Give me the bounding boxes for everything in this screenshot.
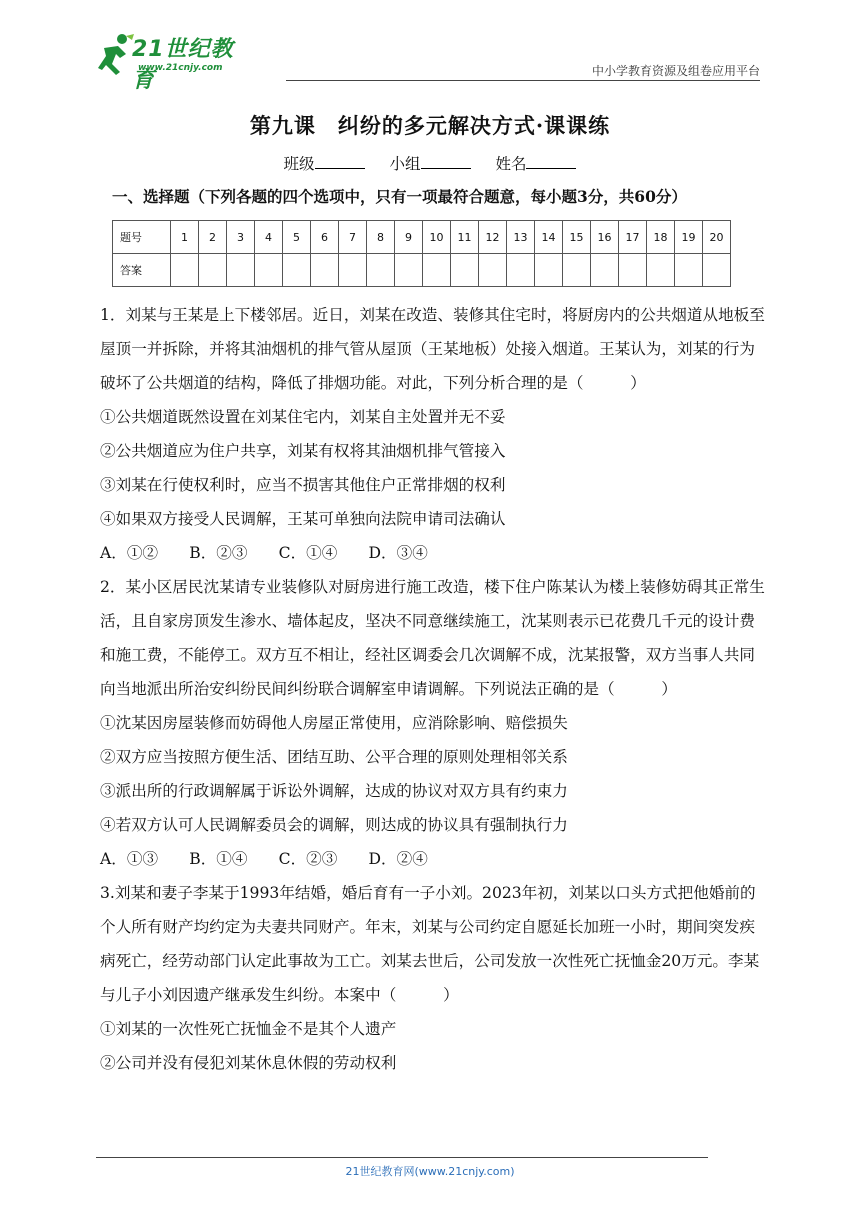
- logo: [96, 30, 256, 93]
- answer-cell[interactable]: [227, 254, 255, 287]
- answer-cell[interactable]: [619, 254, 647, 287]
- answer-row-label: 答案: [113, 254, 171, 287]
- question-number-cell: 9: [395, 221, 423, 254]
- question-number-cell: 19: [675, 221, 703, 254]
- answer-cell[interactable]: [535, 254, 563, 287]
- question-number-cell: 6: [311, 221, 339, 254]
- answer-table-answer-row: [113, 254, 731, 287]
- question-number-cell: 16: [591, 221, 619, 254]
- question-number-cell: 5: [283, 221, 311, 254]
- answer-cell[interactable]: [339, 254, 367, 287]
- answer-cell[interactable]: [283, 254, 311, 287]
- footer-text: 21世纪教育网(www.21cnjy.com): [345, 1165, 515, 1178]
- group-label: 小组: [389, 155, 421, 173]
- class-label: 班级: [283, 155, 315, 173]
- question-statement: ③派出所的行政调解属于诉讼外调解，达成的协议对双方具有约束力: [100, 782, 568, 800]
- question-stem: 3.刘某和妻子李某于1993年结婚，婚后育有一子小刘。2023年初，刘某以口头方式把他婚前的个人所有财产均约定为夫妻共同财产。年末，刘某与公司约定自愿延长加班一小时，期间突发疾病死亡，经劳动部门认定此事故为工亡。刘某去世后，公司发放一次性死亡抚恤金20万元。李某与儿子小刘因遗产继承发生纠纷。本案中（ ）: [100, 884, 760, 1004]
- name-blank[interactable]: [526, 154, 576, 169]
- answer-cell[interactable]: [255, 254, 283, 287]
- number-row-label: 题号: [113, 221, 171, 254]
- answer-cell[interactable]: [395, 254, 423, 287]
- name-bar: [0, 152, 860, 174]
- footer-divider: [96, 1157, 708, 1158]
- page-title: 第九课 纠纷的多元解决方式·课课练: [249, 113, 611, 138]
- question-number-cell: 4: [255, 221, 283, 254]
- question-number-cell: 17: [619, 221, 647, 254]
- answer-table: [112, 220, 731, 287]
- question-number-cell: 10: [423, 221, 451, 254]
- answer-cell[interactable]: [563, 254, 591, 287]
- section-heading: 一、选择题（下列各题的四个选项中，只有一项最符合题意，每小题3分，共60分）: [112, 187, 687, 206]
- question-statement: ②公共烟道应为住户共享，刘某有权将其油烟机排气管接入: [100, 442, 506, 460]
- answer-cell[interactable]: [367, 254, 395, 287]
- question-number-cell: 8: [367, 221, 395, 254]
- question-number-cell: 1: [171, 221, 199, 254]
- question-stem: 1．刘某与王某是上下楼邻居。近日，刘某在改造、装修其住宅时，将厨房内的公共烟道从地板至屋顶一并拆除，并将其油烟机的排气管从屋顶（王某地板）处接入烟道。王某认为，刘某的行为破坏了公共烟道的结构，降低了排烟功能。对此，下列分析合理的是（ ）: [100, 306, 765, 392]
- question-number-cell: 14: [535, 221, 563, 254]
- name-label: 姓名: [495, 155, 527, 173]
- answer-cell[interactable]: [311, 254, 339, 287]
- question-statement: ②双方应当按照方便生活、团结互助、公平合理的原则处理相邻关系: [100, 748, 568, 766]
- question-list: [100, 298, 767, 1080]
- question-number-cell: 11: [451, 221, 479, 254]
- answer-cell[interactable]: [423, 254, 451, 287]
- question-number-cell: 12: [479, 221, 507, 254]
- logo-text: 21世纪教育: [132, 37, 234, 93]
- question-statement: ④如果双方接受人民调解，王某可单独向法院申请司法确认: [100, 510, 506, 528]
- answer-cell[interactable]: [171, 254, 199, 287]
- runner-logo-icon: [96, 30, 136, 76]
- question-number-cell: 15: [563, 221, 591, 254]
- answer-options: A．①② B．②③ C．①④ D．③④: [100, 544, 428, 562]
- answer-cell[interactable]: [591, 254, 619, 287]
- answer-cell[interactable]: [675, 254, 703, 287]
- question-statement: ①刘某的一次性死亡抚恤金不是其个人遗产: [100, 1020, 397, 1038]
- answer-options: A．①③ B．①④ C．②③ D．②④: [100, 850, 428, 868]
- answer-cell[interactable]: [451, 254, 479, 287]
- question-statement: ④若双方认可人民调解委员会的调解，则达成的协议具有强制执行力: [100, 816, 568, 834]
- question-stem: 2．某小区居民沈某请专业装修队对厨房进行施工改造，楼下住户陈某认为楼上装修妨碍其正常生活，且自家房顶发生渗水、墙体起皮，坚决不同意继续施工，沈某则表示已花费几千元的设计费和施工费，不能停工。双方互不相让，经社区调委会几次调解不成，沈某报警，双方当事人共同向当地派出所治安纠纷民间纠纷联合调解室申请调解。下列说法正确的是（ ）: [100, 578, 765, 698]
- answer-cell[interactable]: [479, 254, 507, 287]
- answer-cell[interactable]: [507, 254, 535, 287]
- question-number-cell: 7: [339, 221, 367, 254]
- question-number-cell: 20: [703, 221, 731, 254]
- answer-cell[interactable]: [199, 254, 227, 287]
- question-statement: ①沈某因房屋装修而妨碍他人房屋正常使用，应消除影响、赔偿损失: [100, 714, 568, 732]
- logo-url: www.21cnjy.com: [138, 63, 223, 73]
- group-blank[interactable]: [421, 154, 471, 169]
- question-statement: ②公司并没有侵犯刘某休息休假的劳动权利: [100, 1054, 397, 1072]
- question-number-cell: 2: [199, 221, 227, 254]
- question-statement: ③刘某在行使权利时，应当不损害其他住户正常排烟的权利: [100, 476, 506, 494]
- class-blank[interactable]: [315, 154, 365, 169]
- question-number-cell: 18: [647, 221, 675, 254]
- question-number-cell: 3: [227, 221, 255, 254]
- page-header: [96, 30, 760, 93]
- answer-cell[interactable]: [703, 254, 731, 287]
- header-divider: [286, 80, 760, 81]
- question-statement: ①公共烟道既然设置在刘某住宅内，刘某自主处置并无不妥: [100, 408, 506, 426]
- question-number-cell: 13: [507, 221, 535, 254]
- answer-table-number-row: [113, 221, 731, 254]
- answer-cell[interactable]: [647, 254, 675, 287]
- platform-name: 中小学教育资源及组卷应用平台: [591, 64, 760, 78]
